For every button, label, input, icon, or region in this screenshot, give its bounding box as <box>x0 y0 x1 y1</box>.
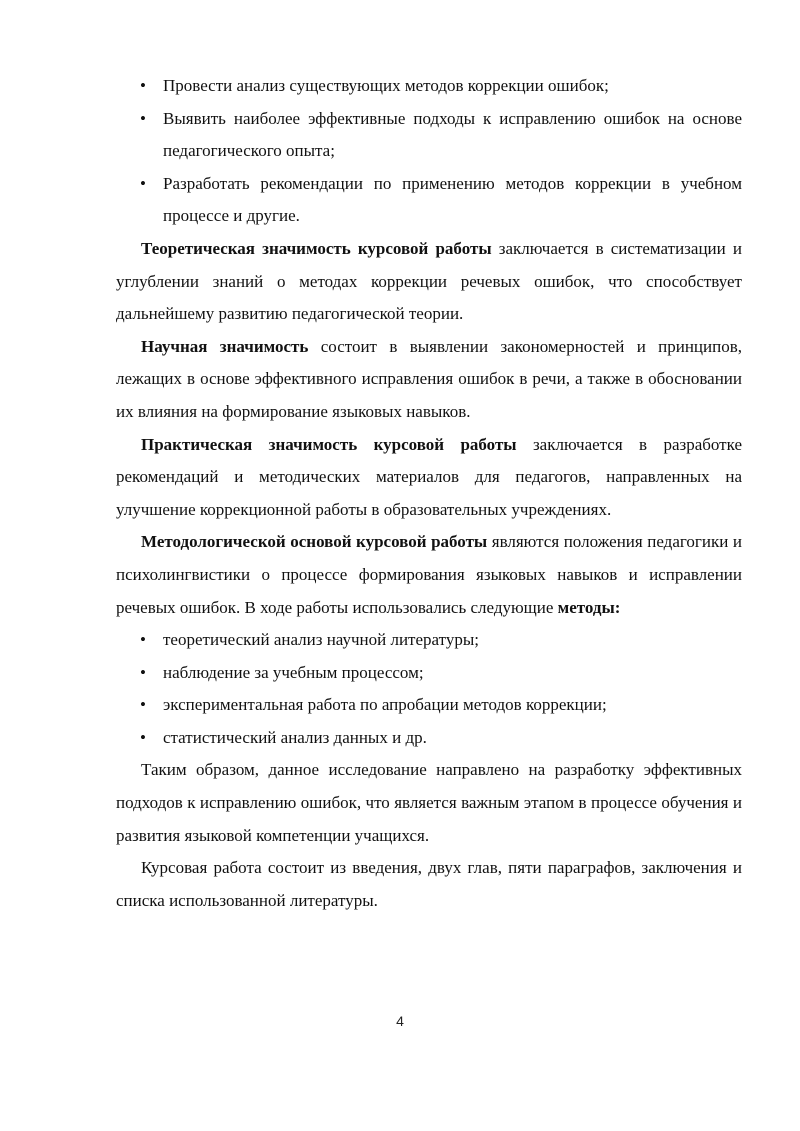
methodology-paragraph <box>116 526 742 624</box>
list-item-text: Выявить наиболее эффективные подходы к исправлению ошибок на основе педагогического опыта; <box>163 108 742 161</box>
methods-label: методы: <box>557 597 621 617</box>
paragraph-text: заключается в разработке рекомендаций и методических материалов для педагогов, направленных на улучшение коррекционной работы в образовательных учреждениях. <box>116 434 742 519</box>
bullet-icon: • <box>140 727 146 747</box>
bold-term: Методологической основой курсовой работы <box>141 532 488 552</box>
paragraph-text: являются положения педагогики и психолингвистики о процессе формирования языковых навыков и исправлении речевых ошибок. В ходе работы использовались следующие <box>116 532 742 617</box>
list-item <box>116 657 742 690</box>
bullet-icon: • <box>140 662 146 682</box>
list-item <box>116 103 742 168</box>
bullet-icon: • <box>140 695 146 715</box>
structure-paragraph: Курсовая работа состоит из введения, двух глав, пяти параграфов, заключения и списка использованной литературы. <box>116 858 742 910</box>
list-item-text: экспериментальная работа по апробации методов коррекции; <box>163 695 607 715</box>
theoretical-significance-paragraph <box>116 233 742 331</box>
list-item <box>116 722 742 755</box>
bullet-icon: • <box>140 173 146 193</box>
practical-significance-paragraph <box>116 429 742 527</box>
list-item <box>116 168 742 233</box>
list-item <box>116 70 742 103</box>
list-item-text: статистический анализ данных и др. <box>163 727 427 747</box>
bullet-icon: • <box>140 76 146 95</box>
paragraph-text: состоит в выявлении закономерностей и принципов, лежащих в основе эффективного исправления ошибок в речи, а также в обосновании их влияния на формирование языковых навыков. <box>116 336 743 421</box>
list-item-text: Разработать рекомендации по применению методов коррекции в учебном процессе и другие. <box>163 173 742 226</box>
conclusion-paragraph: Таким образом, данное исследование направлено на разработку эффективных подходов к исправлению ошибок, что является важным этапом в процессе обучения и развития языковой компетенции учащихся. <box>116 760 742 845</box>
page-number: 4 <box>396 1013 404 1029</box>
list-item-text: теоретический анализ научной литературы; <box>163 630 479 650</box>
goals-list <box>116 70 742 233</box>
bullet-icon: • <box>140 108 146 128</box>
list-item-text: наблюдение за учебным процессом; <box>163 662 424 682</box>
document-page <box>116 70 742 917</box>
scientific-significance-paragraph <box>116 331 742 429</box>
paragraph-text: заключается в систематизации и углублении знаний о методах коррекции речевых ошибок, что способствует дальнейшему развитию педагогической теории. <box>116 238 742 324</box>
list-item-text: Провести анализ существующих методов коррекции ошибок; <box>163 76 609 95</box>
methods-list <box>116 624 742 754</box>
bold-term: Научная значимость <box>141 336 309 356</box>
bullet-icon: • <box>140 630 146 650</box>
bold-term: Теоретическая значимость курсовой работы <box>141 238 492 258</box>
list-item <box>116 689 742 722</box>
list-item <box>116 624 742 657</box>
bold-term: Практическая значимость курсовой работы <box>141 434 517 454</box>
